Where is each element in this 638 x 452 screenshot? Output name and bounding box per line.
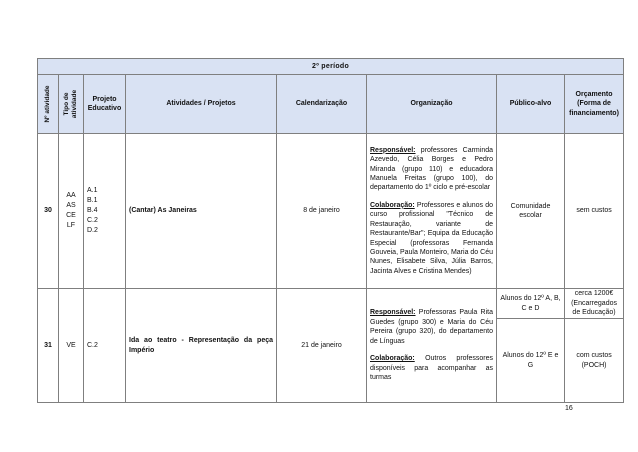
- activity-types: VE: [59, 289, 84, 403]
- header-type-activity: Tipo de atividade: [59, 75, 84, 134]
- activity-audience: Alunos do 12º A, B, C e D: [497, 289, 565, 319]
- table-row: [38, 289, 624, 319]
- activity-organization: Responsável: Professoras Paula Rita Guedes (grupo 300) e Maria do Céu Pereira (grupo 320), do departamento de Línguas Colaboração: Outros professores disponíveis para acompanhar as turmas: [367, 289, 497, 403]
- header-project: Projeto Educativo: [84, 75, 126, 134]
- activity-date: 21 de janeiro: [277, 289, 367, 403]
- activity-budget: cerca 1200€ (Encarregados de Educação): [565, 289, 624, 319]
- activity-number: 31: [38, 289, 59, 403]
- header-budget: Orçamento (Forma de financiamento): [565, 75, 624, 134]
- activity-name: Ida ao teatro - Representação da peça Império: [126, 289, 277, 403]
- header-organization: Organização: [367, 75, 497, 134]
- activity-audience: Alunos do 12º E e G: [497, 319, 565, 403]
- header-num-activity: Nº atividade: [38, 75, 59, 134]
- page-number: 16: [565, 405, 573, 412]
- header-calendar: Calendarização: [277, 75, 367, 134]
- header-audience: Público-alvo: [497, 75, 565, 134]
- activity-date: 8 de janeiro: [277, 134, 367, 289]
- activity-organization: Responsável: professores Carminda Azevedo, Célia Borges e Pedro Miranda (grupo 110) e educadora Manuela Freitas (grupo 100), do departamento do 1º ciclo e pré-escolar Colaboração: Professores e alunos do curso profissional "Técnico de Restauração, variante de Restaurante/Bar"; Equipa da Educação Especial (professoras Fernanda Gouveia, Paula Monteiro, Maria do Céu Nunes, Elisabete Silva, Júlia Barros, Jacinta Alves e Cristina Mendes): [367, 134, 497, 289]
- activities-table: [37, 58, 624, 403]
- table-row: [38, 134, 624, 289]
- project-codes: C.2: [84, 289, 126, 403]
- period-title-row: [38, 59, 624, 75]
- activity-name: (Cantar) As Janeiras: [126, 134, 277, 289]
- period-title: 2º período: [38, 59, 624, 75]
- activity-budget: com custos (POCH): [565, 319, 624, 403]
- header-activities: Atividades / Projetos: [126, 75, 277, 134]
- activity-audience: Comunidade escolar: [497, 134, 565, 289]
- project-codes: A.1 B.1 B.4 C.2 D.2: [84, 134, 126, 289]
- activity-number: 30: [38, 134, 59, 289]
- activity-types: AA AS CE LF: [59, 134, 84, 289]
- activity-budget: sem custos: [565, 134, 624, 289]
- header-row: [38, 75, 624, 134]
